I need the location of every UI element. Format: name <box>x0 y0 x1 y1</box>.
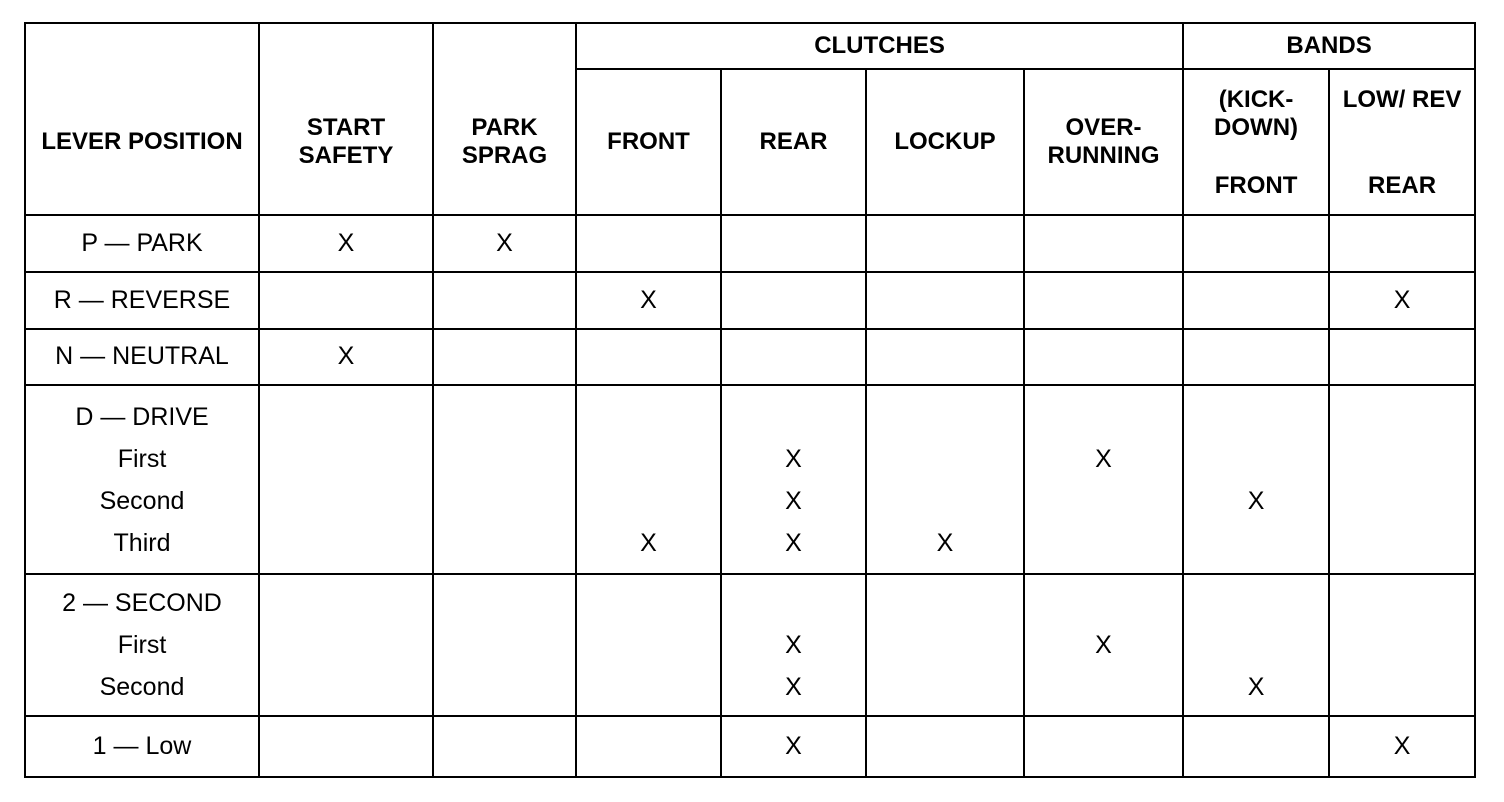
band-kickdown-label: (KICK-DOWN) <box>1214 86 1299 141</box>
lever-position-header: LEVER POSITION <box>25 69 259 215</box>
lever-position-cell <box>25 215 259 272</box>
application-cell <box>1329 215 1475 272</box>
blank-line <box>1184 582 1328 624</box>
applied-mark <box>867 624 1023 666</box>
application-cell <box>866 215 1024 272</box>
application-cell <box>866 574 1024 716</box>
applied-mark: X <box>785 673 802 702</box>
table-row <box>25 574 1475 716</box>
band-lowrev-label: LOW/ REV <box>1342 86 1462 113</box>
applied-mark <box>434 666 575 708</box>
applied-mark <box>577 624 720 666</box>
lever-position-cell <box>25 716 259 777</box>
clutch-band-application-chart <box>24 22 1476 778</box>
applied-mark: X <box>1393 731 1411 760</box>
applied-mark: X <box>640 285 657 314</box>
applied-mark: X <box>337 342 355 371</box>
blank-line <box>722 582 865 624</box>
gear-sublevel-label: First <box>117 631 167 660</box>
application-cell <box>721 215 866 272</box>
application-cell <box>1183 574 1329 716</box>
applied-mark <box>1184 522 1328 564</box>
applied-mark <box>434 624 575 666</box>
start-safety-header: START SAFETY <box>259 69 433 215</box>
applied-mark: X <box>1393 285 1411 314</box>
blank-line <box>577 582 720 624</box>
blank-line <box>1330 582 1474 624</box>
blank-line <box>867 582 1023 624</box>
application-cell <box>433 215 576 272</box>
applied-mark: X <box>785 486 802 515</box>
applied-mark <box>1330 522 1474 564</box>
application-cell <box>1329 329 1475 386</box>
application-cell <box>1024 215 1183 272</box>
gear-sublevel-label: Second <box>99 486 185 515</box>
application-cell <box>1183 329 1329 386</box>
applied-mark <box>1025 666 1182 708</box>
application-cell <box>1183 272 1329 329</box>
applied-mark: X <box>337 228 355 257</box>
application-cell <box>259 272 433 329</box>
blank-line <box>867 396 1023 438</box>
park-sprag-header: PARK SPRAG <box>433 69 576 215</box>
applied-mark: X <box>640 528 657 557</box>
blank-line <box>1184 396 1328 438</box>
application-cell <box>433 272 576 329</box>
blank-line <box>260 582 432 624</box>
applied-mark: X <box>496 228 513 257</box>
table-row <box>25 272 1475 329</box>
band-front-label: FRONT <box>1214 172 1298 200</box>
application-cell <box>433 716 576 777</box>
applied-mark <box>434 438 575 480</box>
clutch-overrunning-header: OVER-RUNNING <box>1024 69 1183 215</box>
application-cell <box>259 215 433 272</box>
applied-mark <box>1330 666 1474 708</box>
header-spacer <box>259 23 433 69</box>
clutch-rear-header: REAR <box>721 69 866 215</box>
blank-line <box>434 396 575 438</box>
lever-position-cell <box>25 385 259 574</box>
lever-position-label: P — PARK <box>81 228 203 257</box>
applied-mark <box>260 624 432 666</box>
application-cell <box>866 716 1024 777</box>
gear-sublevel-label: First <box>117 444 167 473</box>
applied-mark <box>867 666 1023 708</box>
lever-position-cell <box>25 574 259 716</box>
application-cell <box>866 272 1024 329</box>
application-cell <box>433 574 576 716</box>
applied-mark <box>260 480 432 522</box>
blank-line <box>260 396 432 438</box>
application-cell <box>721 574 866 716</box>
applied-mark: X <box>936 528 954 557</box>
blank-line <box>1330 396 1474 438</box>
blank-line <box>722 396 865 438</box>
application-cell <box>1329 574 1475 716</box>
applied-mark: X <box>785 731 802 760</box>
application-cell <box>1024 716 1183 777</box>
gear-sublevel-label: Second <box>99 673 185 702</box>
applied-mark <box>1330 480 1474 522</box>
application-cell <box>576 329 721 386</box>
clutches-group-header: CLUTCHES <box>576 23 1183 69</box>
blank-line <box>1025 396 1182 438</box>
lever-position-label: 1 — Low <box>92 731 192 760</box>
application-cell <box>576 215 721 272</box>
application-cell <box>721 716 866 777</box>
band-lowrev-rear-header <box>1329 69 1475 215</box>
application-cell <box>576 385 721 574</box>
application-cell <box>1183 385 1329 574</box>
application-cell <box>576 272 721 329</box>
applied-mark: X <box>785 444 802 473</box>
lever-position-label: 2 — SECOND <box>62 589 222 618</box>
application-cell <box>1329 272 1475 329</box>
header-spacer <box>433 23 576 69</box>
application-cell <box>721 385 866 574</box>
bands-group-header: BANDS <box>1183 23 1475 69</box>
applied-mark <box>577 438 720 480</box>
lever-position-cell <box>25 272 259 329</box>
applied-mark: X <box>1247 673 1265 702</box>
applied-mark: X <box>785 528 802 557</box>
applied-mark <box>434 480 575 522</box>
application-cell <box>1024 272 1183 329</box>
application-cell <box>259 329 433 386</box>
table-row <box>25 385 1475 574</box>
applied-mark: X <box>1095 631 1112 660</box>
lever-position-label: D — DRIVE <box>75 402 209 431</box>
application-cell <box>1024 329 1183 386</box>
application-cell <box>1183 716 1329 777</box>
application-cell <box>259 385 433 574</box>
clutch-lockup-header: LOCKUP <box>866 69 1024 215</box>
application-cell <box>433 329 576 386</box>
applied-mark <box>867 480 1023 522</box>
application-cell <box>866 329 1024 386</box>
applied-mark <box>1330 438 1474 480</box>
table-row <box>25 329 1475 386</box>
applied-mark <box>577 480 720 522</box>
applied-mark <box>1330 624 1474 666</box>
chart-body <box>25 215 1475 777</box>
applied-mark <box>260 522 432 564</box>
blank-line <box>434 582 575 624</box>
applied-mark <box>577 666 720 708</box>
application-cell <box>1024 385 1183 574</box>
application-cell <box>866 385 1024 574</box>
lever-position-cell <box>25 329 259 386</box>
application-cell <box>576 716 721 777</box>
band-kickdown-front-header <box>1183 69 1329 215</box>
application-cell <box>721 329 866 386</box>
applied-mark: X <box>785 631 802 660</box>
application-cell <box>1329 385 1475 574</box>
applied-mark <box>1184 624 1328 666</box>
applied-mark <box>1184 438 1328 480</box>
applied-mark <box>434 522 575 564</box>
applied-mark <box>260 438 432 480</box>
application-cell <box>1024 574 1183 716</box>
blank-line <box>1025 582 1182 624</box>
lever-position-label: N — NEUTRAL <box>55 342 229 371</box>
applied-mark: X <box>1247 486 1265 515</box>
lever-position-label: R — REVERSE <box>53 285 231 314</box>
gear-sublevel-label: Third <box>113 528 171 557</box>
applied-mark <box>1025 522 1182 564</box>
application-cell <box>259 716 433 777</box>
applied-mark <box>1025 480 1182 522</box>
blank-line <box>577 396 720 438</box>
application-cell <box>433 385 576 574</box>
header-spacer <box>25 23 259 69</box>
applied-mark <box>867 438 1023 480</box>
application-cell <box>1183 215 1329 272</box>
application-cell <box>576 574 721 716</box>
applied-mark <box>260 666 432 708</box>
table-row <box>25 215 1475 272</box>
table-row <box>25 716 1475 777</box>
clutch-front-header: FRONT <box>576 69 721 215</box>
applied-mark: X <box>1095 444 1112 473</box>
application-cell <box>1329 716 1475 777</box>
application-cell <box>721 272 866 329</box>
application-cell <box>259 574 433 716</box>
band-rear-label: REAR <box>1368 172 1437 200</box>
